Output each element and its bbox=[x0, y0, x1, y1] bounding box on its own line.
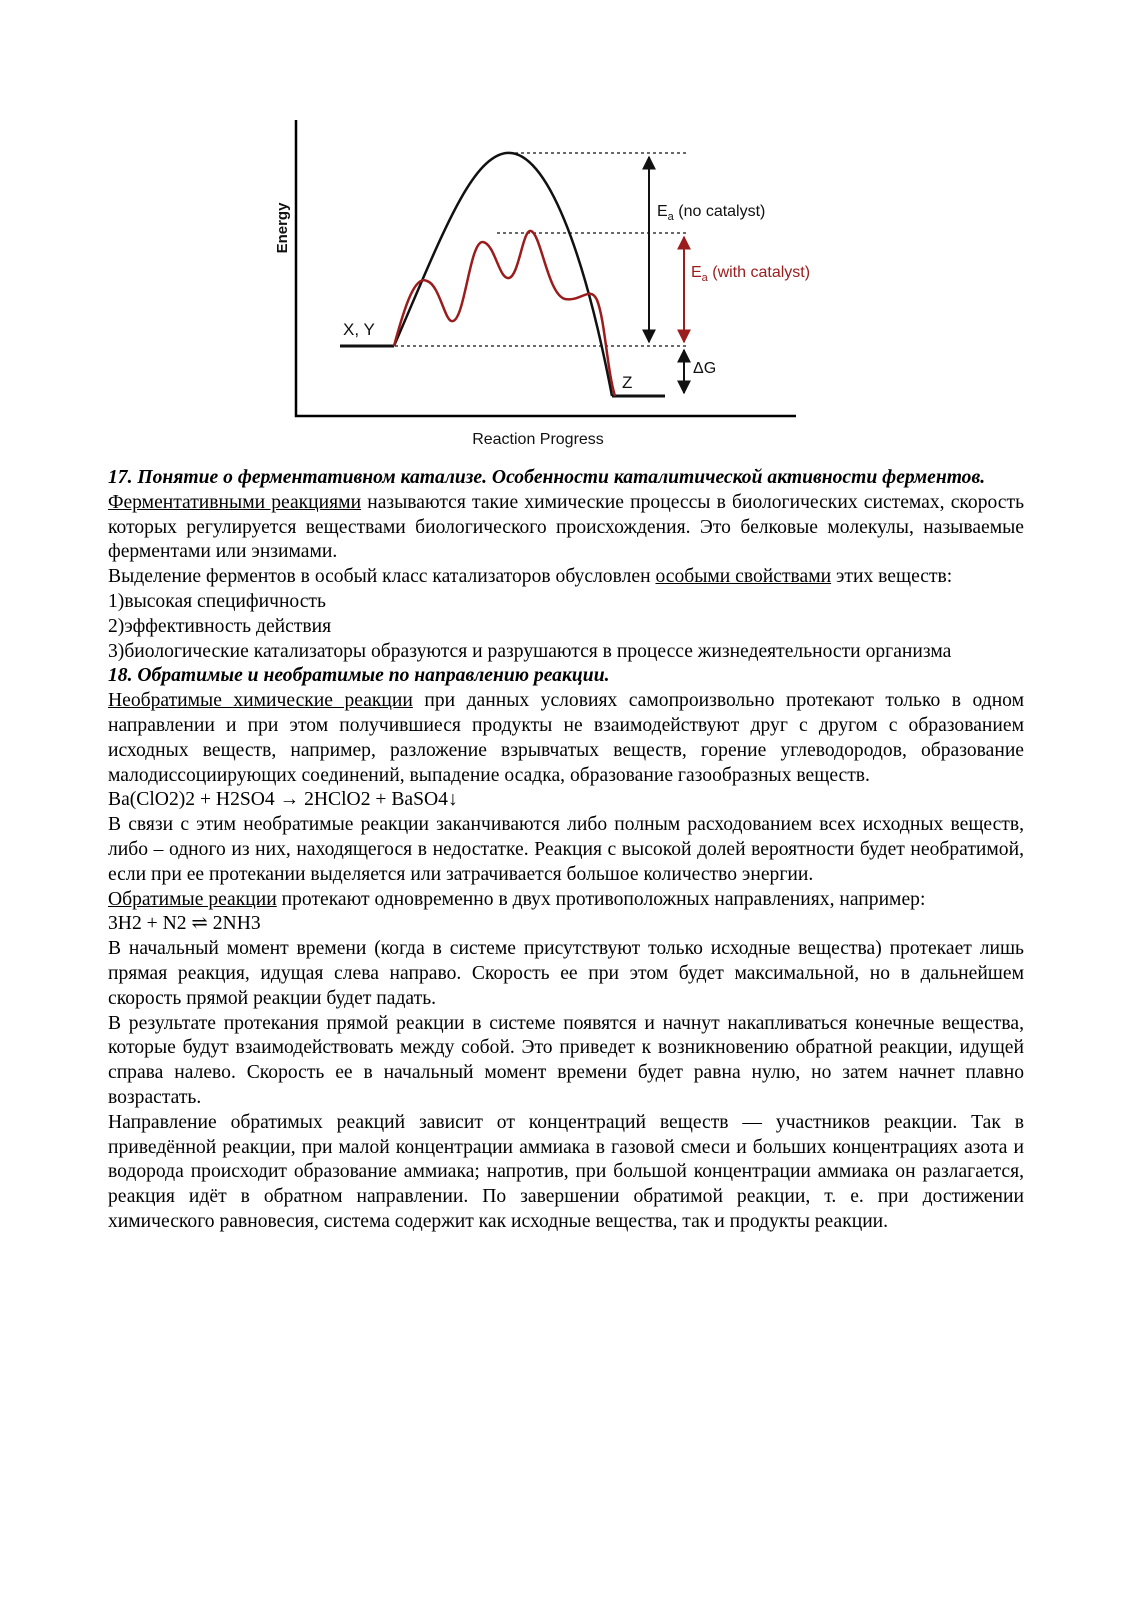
list-item: 3)биологические катализаторы образуются и разрушаются в процессе жизнедеятельности организма bbox=[108, 640, 952, 662]
product-label: Z bbox=[622, 373, 633, 392]
equation-1: Ba(ClO2)2 + H2SO4 → 2HClO2 + BaSO4↓ bbox=[108, 789, 458, 811]
section-17-paragraph-1: Ферментативными реакциями называются такие химические процессы в биологических системах, скорость которых регулируется веществами биологического происхождения. Это белковые молекулы, называемые ферментами или энзимами. bbox=[108, 491, 1024, 563]
reactants-label: X, Y bbox=[343, 320, 375, 339]
term-reversible-reactions: Обратимые реакции bbox=[108, 888, 277, 910]
section-18-heading: 18. Обратимые и необратимые по направлению реакции. bbox=[108, 665, 610, 687]
list-item: 1)высокая специфичность bbox=[108, 590, 326, 612]
term-enzymatic-reactions: Ферментативными реакциями bbox=[108, 491, 362, 513]
section-18-paragraph-4: В начальный момент времени (когда в системе присутствуют только исходные вещества) протекает лишь прямая реакция, идущая слева направо. Скорость ее при этом будет максимальной, но в дальнейшем скорость прямой реакции будет падать. bbox=[108, 938, 1024, 1009]
y-axis-label: Energy bbox=[274, 202, 291, 254]
section-18-paragraph-3: Обратимые реакции протекают одновременно в двух противоположных направлениях, например: bbox=[108, 888, 926, 910]
document-body bbox=[108, 466, 1024, 1235]
section-18-paragraph-1: Необратимые химические реакции при данных условиях самопроизвольно протекают только в одном направлении и при этом получившиеся продукты не взаимодействуют друг с другом с образованием исходных веществ, например, разложение взрывчатых веществ, горение углеводородов, образование малодиссоциирующих соединений, выпадение осадка, образование газообразных веществ. bbox=[108, 690, 1024, 786]
section-18-paragraph-5: В результате протекания прямой реакции в системе появятся и начнут накапливаться конечные вещества, которые будут взаимодействовать между собой. Это приведет к возникновению обратной реакции, идущей справа налево. Скорость ее в начальный момент времени будет равна нулю, но затем начнет плавно возрастать. bbox=[108, 1012, 1024, 1108]
catalyzed-curve bbox=[394, 231, 615, 396]
ea-no-catalyst-label: $E_a$ (no catalyst) bbox=[657, 203, 766, 223]
section-17-heading: 17. Понятие о ферментативном катализе. Особенности каталитической активности ферментов. bbox=[108, 467, 986, 488]
energy-diagram bbox=[265, 110, 825, 460]
section-18-paragraph-2: В связи с этим необратимые реакции заканчиваются либо полным расходованием всех исходных веществ, либо – одного из них, находящегося в недостатке. Реакция с высокой долей вероятности будет необратимой, если при ее протекании выделяется или затрачивается большое количество энергии. bbox=[108, 814, 1024, 885]
section-17-paragraph-2: Выделение ферментов в особый класс катализаторов обусловлен особыми свойствами этих веществ: bbox=[108, 566, 953, 588]
list-item: 2)эффективность действия bbox=[108, 615, 332, 637]
ea-with-catalyst-label: $E_a$ (with catalyst) bbox=[691, 264, 811, 284]
equation-2: 3H2 + N2 ⇌ 2NH3 bbox=[108, 913, 261, 935]
section-18-paragraph-6: Направление обратимых реакций зависит от концентраций веществ — участников реакции. Так в приведённой реакции, при малой концентрации аммиака в газовой смеси и больших концентрациях азота и водорода происходит образование аммиака; напротив, при большой концентрации аммиака он разлагается, реакция идёт в обратном направлении. По завершении обратимой реакции, т. е. при достижении химического равновесия, система содержит как исходные вещества, так и продукты реакции. bbox=[108, 1111, 1024, 1232]
term-irreversible-reactions: Необратимые химические реакции bbox=[108, 690, 413, 712]
delta-g-label: ΔG bbox=[693, 360, 717, 377]
x-axis-label: Reaction Progress bbox=[472, 431, 604, 448]
term-special-properties: особыми свойствами bbox=[655, 566, 832, 588]
energy-diagram-svg bbox=[265, 110, 825, 460]
